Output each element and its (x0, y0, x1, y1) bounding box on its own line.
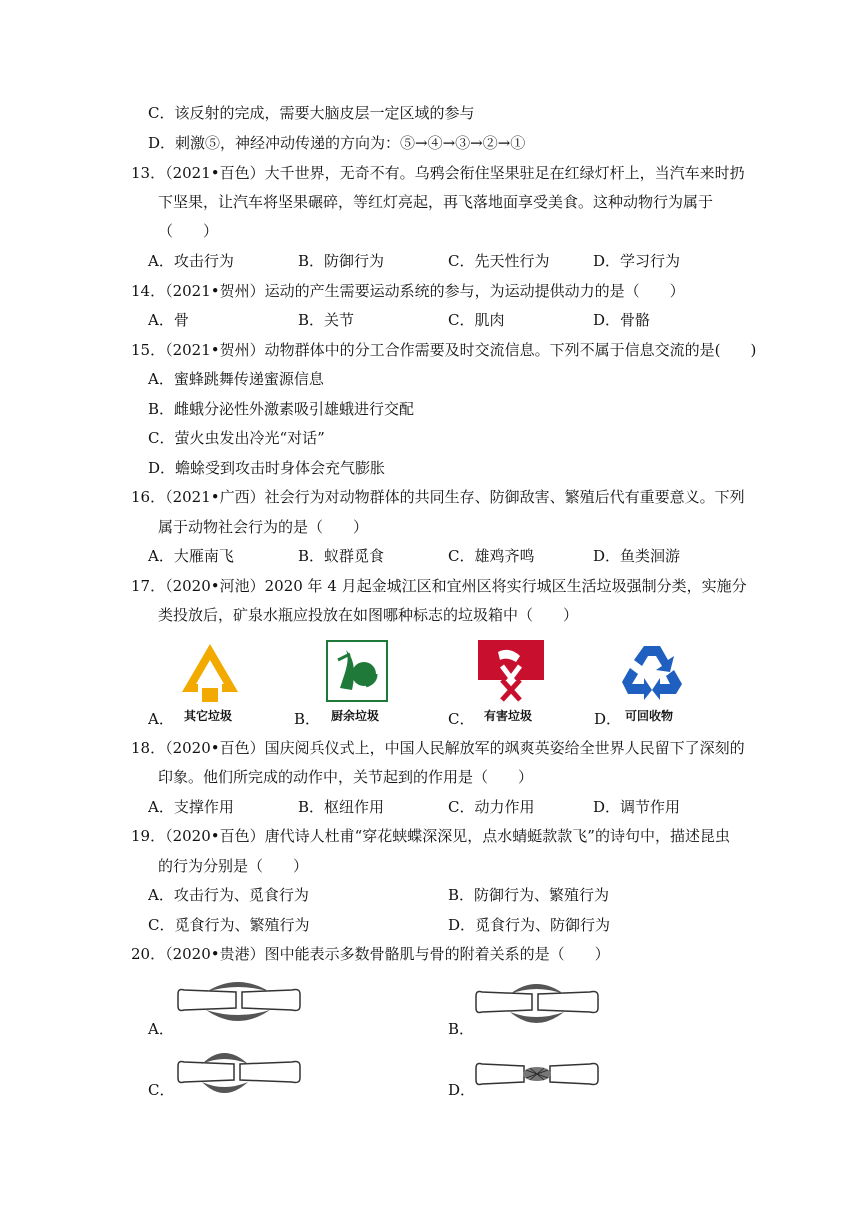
q20-option-d-letter: D． (448, 1081, 476, 1099)
kitchen-waste-icon (326, 640, 388, 702)
q14-option-b: B．关节 (298, 311, 355, 329)
q17-caption-d: 可回收物 (625, 709, 674, 723)
q18-option-b: B．枢纽作用 (298, 798, 385, 816)
q12-option-c: C．该反射的完成，需要大脑皮层一定区域的参与 (148, 104, 475, 122)
q18-option-d: D．调节作用 (593, 798, 681, 816)
q16-option-a: A．大雁南飞 (148, 547, 234, 565)
q13-option-d: D．学习行为 (593, 252, 681, 270)
q15-option-b: B．雌蛾分泌性外激素吸引雄蛾进行交配 (148, 400, 415, 418)
q17-caption-a: 其它垃圾 (184, 709, 233, 723)
q14-stem: 14．（2021•贺州）运动的产生需要运动系统的参与，为运动提供动力的是（ ） (131, 282, 685, 300)
q17-stem-line2: 类投放后，矿泉水瓶应投放在如图哪种标志的垃圾箱中（ ） (158, 606, 579, 624)
q19-stem-line2: 的行为分别是（ ） (158, 857, 309, 875)
q16-stem-line2: 属于动物社会行为的是（ ） (158, 518, 369, 536)
q13-option-b: B．防御行为 (298, 252, 385, 270)
q18-stem-line1: 18．（2020•百色）国庆阅兵仪式上，中国人民解放军的飒爽英姿给全世界人民留下了深刻的 (131, 739, 745, 757)
q19-option-c: C．觅食行为、繁殖行为 (148, 916, 310, 934)
q16-option-c: C．雄鸡齐鸣 (448, 547, 535, 565)
q18-stem-line2: 印象。他们所完成的动作中，关节起到的作用是（ ） (158, 768, 534, 786)
q15-stem: 15．（2021•贺州）动物群体中的分工合作需要及时交流信息。下列不属于信息交流的是( ) (131, 341, 757, 359)
q17-option-c-letter: C． (448, 710, 475, 728)
q19-stem-line1: 19．（2020•百色）唐代诗人杜甫“穿花蛱蝶深深见，点水蜻蜓款款飞”的诗句中，描述昆虫 (131, 827, 730, 845)
q20-option-c-letter: C． (148, 1081, 175, 1099)
q17-stem-line1: 17．（2020•河池）2020 年 4 月起金城江区和宜州区将实行城区生活垃圾强制分类，实施分 (131, 577, 747, 595)
bone-muscle-diagram-d (472, 1060, 602, 1090)
q12-option-d: D．刺激⑤，神经冲动传递的方向为：⑤→④→③→②→① (148, 134, 526, 152)
q14-option-c: C．肌肉 (448, 311, 505, 329)
q15-option-c: C．萤火虫发出冷光“对话” (148, 429, 325, 447)
q17-caption-b: 厨余垃圾 (331, 709, 380, 723)
q20-option-a-letter: A． (148, 1020, 174, 1038)
q17-caption-c: 有害垃圾 (484, 709, 533, 723)
q18-option-a: A．支撑作用 (148, 798, 234, 816)
q13-stem-line3: （ ） (158, 222, 219, 240)
q19-option-a: A．攻击行为、觅食行为 (148, 886, 309, 904)
bone-muscle-diagram-b (472, 980, 602, 1036)
q19-option-b: B．防御行为、繁殖行为 (448, 886, 610, 904)
q20-stem: 20．（2020•贵港）图中能表示多数骨骼肌与骨的附着关系的是（ ） (131, 945, 610, 963)
q16-option-d: D．鱼类洄游 (593, 547, 681, 565)
q13-option-a: A．攻击行为 (148, 252, 234, 270)
q14-option-d: D．骨骼 (593, 311, 651, 329)
q14-option-a: A．骨 (148, 311, 189, 329)
bone-muscle-diagram-a (174, 978, 304, 1034)
bone-muscle-diagram-c (174, 1046, 304, 1102)
q17-option-a-letter: A． (148, 710, 174, 728)
q15-option-a: A．蜜蜂跳舞传递蜜源信息 (148, 370, 324, 388)
q16-stem-line1: 16．（2021•广西）社会行为对动物群体的共同生存、防御敌害、繁殖后代有重要意义。下列 (131, 488, 745, 506)
q16-option-b: B．蚁群觅食 (298, 547, 385, 565)
q15-option-d: D．蟾蜍受到攻击时身体会充气膨胀 (148, 459, 386, 477)
q19-option-d: D．觅食行为、防御行为 (448, 916, 611, 934)
other-waste-icon (178, 640, 242, 704)
hazardous-waste-icon (478, 640, 544, 702)
q18-option-c: C．动力作用 (448, 798, 535, 816)
q13-option-c: C．先天性行为 (448, 252, 550, 270)
q17-option-b-letter: B． (294, 710, 321, 728)
q20-option-b-letter: B． (448, 1020, 475, 1038)
q13-stem-line1: 13．（2021•百色）大千世界，无奇不有。乌鸦会衔住坚果驻足在红绿灯杆上，当汽车来时扔 (131, 164, 745, 182)
q17-option-d-letter: D． (594, 710, 622, 728)
q13-stem-line2: 下坚果，让汽车将坚果碾碎，等红灯亮起，再飞落地面享受美食。这种动物行为属于 (158, 193, 714, 211)
recyclable-icon (620, 640, 684, 700)
